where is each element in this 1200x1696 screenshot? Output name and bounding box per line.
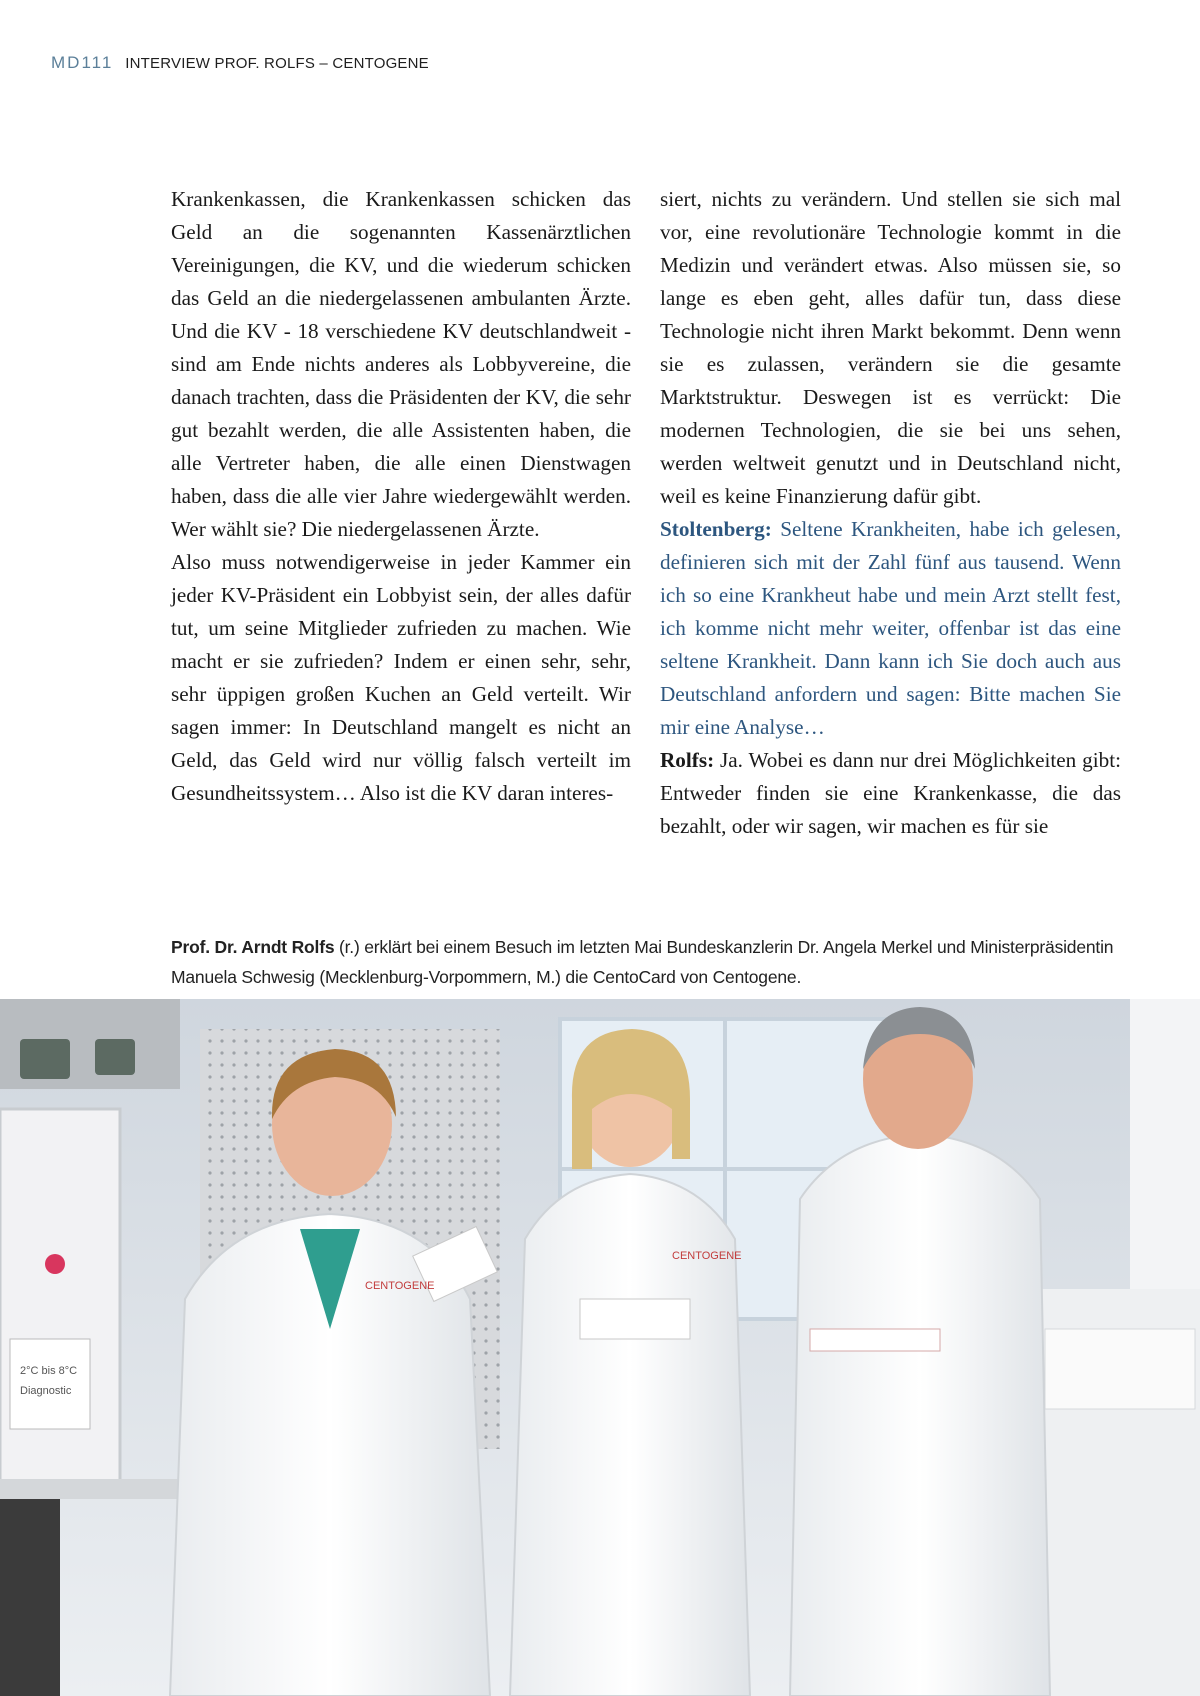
paragraph: siert, nichts zu verändern. Und stellen sie sich mal vor, eine revolutionäre Technologie kommt in die Medizin und verändert etwas. Also müssen sie, so lange es eben geht, alles dafür tun, dass diese Technologie nicht ihren Markt bekommt. Denn wenn sie es zulassen, verändern sie die gesamte Marktstruktur. Deswegen ist es verrückt: Die modernen Technologien, die sie bei uns sehen, werden weltweit genutzt und in Deutschland nicht, weil es keine Finanzierung dafür gibt. (660, 187, 1121, 508)
text-column-right (660, 183, 1121, 843)
interviewer-question (660, 513, 1121, 744)
centocard (580, 1299, 690, 1339)
coat-label: CENTOGENE (365, 1280, 435, 1292)
caption-text: (r.) erklärt bei einem Besuch im letzten Mai Bundeskanzlerin Dr. Angela Merkel und Ministerpräsidentin Manuela Schwesig (Mecklenburg-Vorpommern, M.) die CentoCard von Centogene. (171, 937, 1114, 987)
paragraph: Also muss notwendigerweise in jeder Kammer ein jeder KV-Präsident ein Lobbyist sein, der alles dafür tut, um seine Mitglieder zufrieden zu machen. Wie macht er sie zufrieden? Indem er einen sehr, sehr, sehr üppigen großen Kuchen an Geld verteilt. Wir sagen immer: In Deutschland mangelt es nicht an Geld, das Geld wird nur völlig falsch verteilt im Gesundheitssystem… Also ist die KV daran interes- (171, 550, 631, 805)
cabinet-label-line: 2°C bis 8°C (20, 1365, 78, 1377)
answer-text: Ja. Wobei es dann nur drei Möglichkeiten gibt: Entweder finden sie eine Krankenkasse, die das bezahlt, oder wir sagen, wir machen es für sie (660, 748, 1121, 838)
question-text: Seltene Krankheiten, habe ich gelesen, definieren sich mit der Zahl fünf aus tausend. Wenn ich so eine Krankheut habe und mein Arzt stellt fest, ich komme nicht mehr weiter, offenbar ist das eine seltene Krankheit. Dann kann ich Sie doch auch aus Deutschland anfordern und sagen: Bitte machen Sie mir eine Analyse… (660, 517, 1121, 739)
cabinet-label (10, 1339, 90, 1429)
paragraph: Krankenkassen, die Krankenkassen schicken das Geld an die sogenannten Kassenärztlichen Vereinigungen, die KV, und die wiederum schicken das Geld an die niedergelassenen ambulanten Ärzte. Und die KV - 18 verschiedene KV deutschlandweit - sind am Ende nichts anderes als Lobbyvereine, die danach trachten, dass die Präsidenten der KV, die sehr gut bezahlt werden, die alle Assistenten haben, die alle Vertreter haben, die alle einen Dienstwagen haben, dass die alle vier Jahre wiedergewählt werden. Wer wählt sie? Die niedergelassenen Ärzte. (171, 187, 631, 541)
lab-cabinet (0, 1109, 120, 1489)
cabinet-label-line: Diagnostic (20, 1385, 72, 1397)
lab-photo (0, 999, 1200, 1696)
issue-number: MD111 (51, 53, 114, 72)
centocard (810, 1329, 940, 1351)
text-column-left (171, 183, 631, 810)
photo-caption (171, 932, 1120, 992)
speaker-name: Rolfs: (660, 748, 715, 772)
speaker-name: Stoltenberg: (660, 517, 772, 541)
red-dot-sticker (45, 1254, 65, 1274)
running-header (51, 53, 429, 73)
interviewee-answer (660, 744, 1121, 843)
caption-name: Prof. Dr. Arndt Rolfs (171, 937, 335, 957)
coat-label: CENTOGENE (672, 1250, 742, 1262)
chair (0, 1499, 60, 1696)
lab-photo-illustration (0, 999, 1200, 1696)
running-title: INTERVIEW PROF. ROLFS – CENTOGENE (125, 55, 429, 72)
